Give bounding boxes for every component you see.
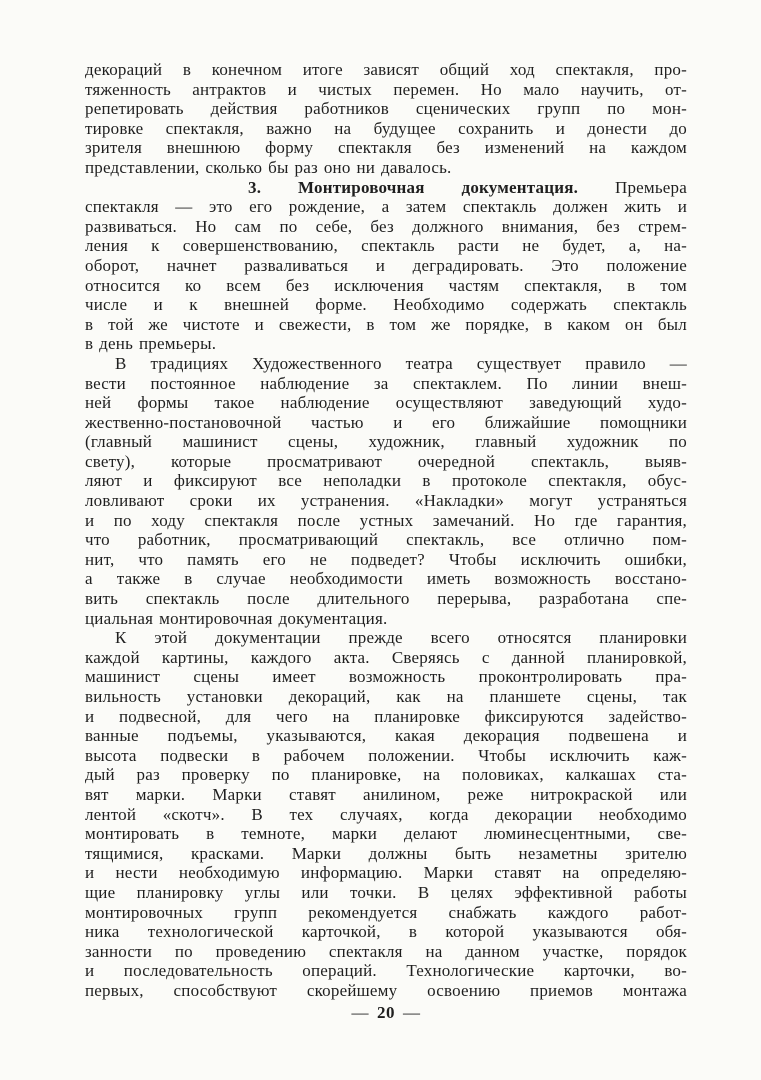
text-line: и нести необходимую информацию. Марки ставят на определяю- xyxy=(85,863,687,883)
text-line: ляют и фиксируют все неполадки в протоколе спектакля, обус- xyxy=(85,471,687,491)
text-line: зрителя внешнюю форму спектакля без изменений на каждом xyxy=(85,138,687,158)
text-line: ления к совершенствованию, спектакль расти не будет, а, на- xyxy=(85,236,687,256)
text-line: каждой картины, каждого акта. Сверяясь с данной планировкой, xyxy=(85,647,687,667)
text-line: и подвесной, для чего на планировке фиксируются задейство- xyxy=(85,706,687,726)
page-number-dash-right: — xyxy=(403,1003,421,1022)
text-block xyxy=(85,60,687,1001)
text-line: тяженность антрактов и чистых перемен. Но мало научить, от- xyxy=(85,79,687,99)
text-line: ловливают сроки их устранения. «Накладки» могут устраняться xyxy=(85,491,687,511)
text-line: и по ходу спектакля после устных замечаний. Но где гарантия, xyxy=(85,510,687,530)
text-line: ней формы такое наблюдение осуществляют заведующий худо- xyxy=(85,393,687,413)
text-line: вить спектакль после длительного перерыва, разработана спе- xyxy=(85,589,687,609)
text-line: монтировать в темноте, марки делают люминесцентными, све- xyxy=(85,824,687,844)
text-line: монтировочных групп рекомендуется снабжать каждого работ- xyxy=(85,902,687,922)
section-heading: 3. Монтировочная документация. xyxy=(248,177,579,197)
text-line: репетировать действия работников сценических групп по мон- xyxy=(85,99,687,119)
text-line: высота подвески в рабочем положении. Чтобы исключить каж- xyxy=(85,745,687,765)
text-line: числе и к внешней форме. Необходимо содержать спектакль xyxy=(85,295,687,315)
text-line: К этой документации прежде всего относятся планировки xyxy=(115,628,687,648)
text-line: вильность установки декораций, как на планшете сцены, так xyxy=(85,687,687,706)
page-number xyxy=(85,1003,687,1023)
text-line: а также в случае необходимости иметь возможность восстано- xyxy=(85,569,687,589)
text-line: машинист сцены имеет возможность проконтролировать пра- xyxy=(85,667,687,687)
text-line: оборот, начнет разваливаться и деградировать. Это положение xyxy=(85,255,687,275)
page-number-dash-left: — xyxy=(351,1003,369,1022)
text-line: в той же чистоте и свежести, в том же порядке, в каком он был xyxy=(85,314,687,334)
text-line: развиваться. Но сам по себе, без должного внимания, без стрем- xyxy=(85,216,687,236)
text-line: в день премьеры. xyxy=(85,334,217,354)
text-line: декораций в конечном итоге зависят общий ход спектакля, про- xyxy=(85,60,687,79)
text-line: представлении, сколько бы раз оно ни давалось. xyxy=(85,157,452,177)
text-line: спектакля — это его рождение, а затем спектакль должен жить и xyxy=(85,197,687,217)
text-line: циальная монтировочная документация. xyxy=(85,608,388,628)
text-line: вести постоянное наблюдение за спектаклем. По линии внеш- xyxy=(85,373,687,393)
text-line: первых, способствуют скорейшему освоению приемов монтажа xyxy=(85,980,687,1000)
text-line: вят марки. Марки ставят анилином, реже нитрокраской или xyxy=(85,784,687,804)
text-line: В традициях Художественного театра существует правило — xyxy=(115,353,687,373)
text-line: ванные подъемы, указываются, какая декорация подвешена и xyxy=(85,726,687,746)
text-line: занности по проведению спектакля на данном участке, порядок xyxy=(85,941,687,961)
page-number-value: 20 xyxy=(377,1003,395,1022)
text-line: тировке спектакля, важно на будущее сохранить и донести до xyxy=(85,118,687,138)
text-line: жественно-постановочной частью и его ближайшие помощники xyxy=(85,412,687,432)
text-line: свету), которые просматривают очередной спектакль, выяв- xyxy=(85,451,687,471)
text-line: что работник, просматривающий спектакль, все отлично пом- xyxy=(85,530,687,550)
text-line: тящимися, красками. Марки должны быть незаметны зрителю xyxy=(85,843,687,863)
text-line: ника технологической карточкой, в которой указываются обя- xyxy=(85,922,687,942)
text-line: нит, что память его не подведет? Чтобы исключить ошибки, xyxy=(85,549,687,569)
text-line: лентой «скотч». В тех случаях, когда декорации необходимо xyxy=(85,804,687,824)
text-line: дый раз проверку по планировке, на половиках, калкашах ста- xyxy=(85,765,687,785)
text-line: щие планировку углы или точки. В целях эффективной работы xyxy=(85,882,687,902)
text-line: (главный машинист сцены, художник, главный художник по xyxy=(85,432,687,452)
text-line: и последовательность операций. Технологические карточки, во- xyxy=(85,961,687,981)
text-line: относится ко всем без исключения частям спектакля, в том xyxy=(85,275,687,295)
run-in-heading-line: 3. Монтировочная документация. Премьера xyxy=(248,177,687,197)
